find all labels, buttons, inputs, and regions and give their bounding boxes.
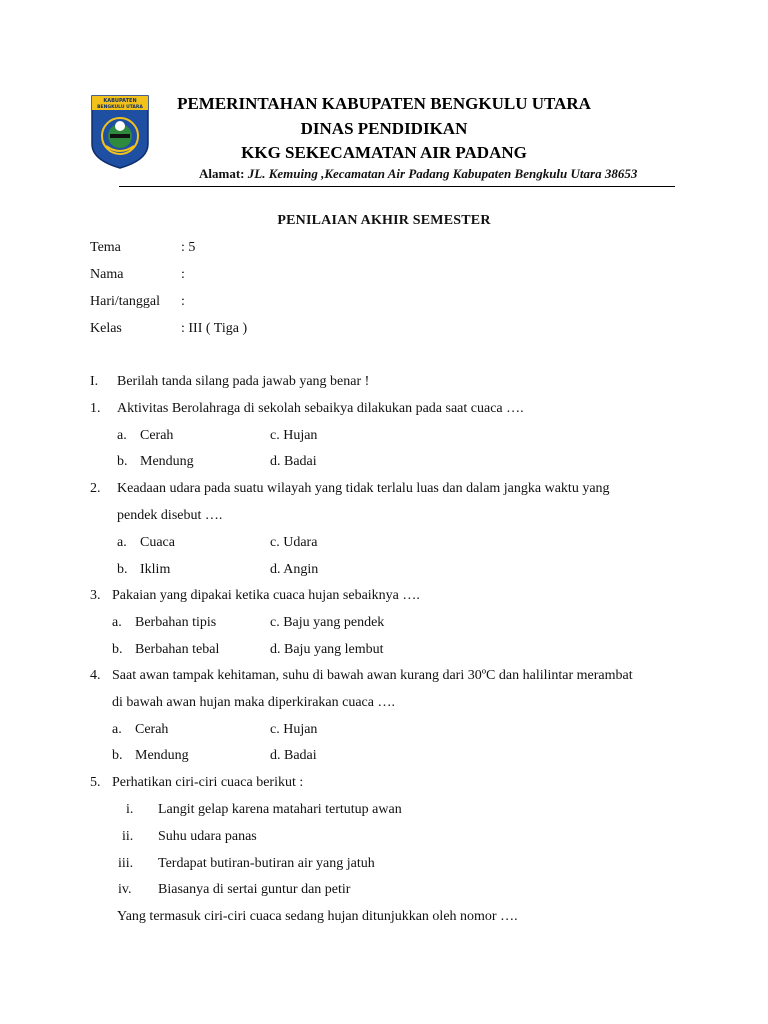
question-number: 2. (90, 481, 101, 496)
option-text: Mendung (135, 748, 189, 763)
option-text: Cerah (140, 428, 174, 443)
question-text-cont: di bawah awan hujan maka diperkirakan cuaca …. (112, 695, 395, 710)
option-letter: b. (112, 642, 123, 657)
option-letter: a. (112, 722, 122, 737)
question-number: 4. (90, 668, 101, 683)
section-number: I. (90, 374, 99, 389)
question-text: Saat awan tampak kehitaman, suhu di bawah awan kurang dari 30ºC dan halilintar merambat (112, 668, 633, 683)
option-letter: a. (117, 535, 127, 550)
question-text: Perhatikan ciri-ciri cuaca berikut : (112, 775, 304, 790)
letterhead-divider (119, 186, 675, 187)
question-text: Aktivitas Berolahraga di sekolah sebaikya dilakukan pada saat cuaca …. (117, 401, 524, 416)
question-number: 3. (90, 588, 101, 603)
identity-label: Tema (90, 240, 121, 255)
question-closing: Yang termasuk ciri-ciri cuaca sedang hujan ditunjukkan oleh nomor …. (117, 909, 518, 924)
roman-item-text: Terdapat butiran-butiran air yang jatuh (158, 856, 375, 871)
option-text: Berbahan tebal (135, 642, 220, 657)
option-right: c. Hujan (270, 722, 318, 737)
logo-text-top: KABUPATEN (103, 98, 137, 104)
identity-label: Kelas (90, 321, 122, 336)
option-right: d. Baju yang lembut (270, 642, 384, 657)
roman-item-text: Suhu udara panas (158, 829, 257, 844)
question-text: Keadaan udara pada suatu wilayah yang tidak terlalu luas dan dalam jangka waktu yang (117, 481, 610, 496)
question-text: Pakaian yang dipakai ketika cuaca hujan sebaiknya …. (112, 588, 420, 603)
identity-value: : (181, 294, 185, 309)
identity-value: : 5 (181, 240, 196, 255)
roman-item-text: Biasanya di sertai guntur dan petir (158, 882, 351, 897)
letterhead-department: DINAS PENDIDIKAN (300, 119, 468, 138)
identity-value: : (181, 267, 185, 282)
roman-item-text: Langit gelap karena matahari tertutup awan (158, 802, 402, 817)
identity-label: Hari/tanggal (90, 294, 160, 309)
question-number: 1. (90, 401, 101, 416)
question-text-cont: pendek disebut …. (117, 508, 223, 523)
roman-item-number: ii. (122, 829, 134, 844)
letterhead-kkg: KKG SEKECAMATAN AIR PADANG (241, 143, 527, 162)
logo-text-sub: BENGKULU UTARA (97, 105, 143, 110)
option-letter: b. (117, 562, 128, 577)
exam-title: PENILAIAN AKHIR SEMESTER (277, 213, 491, 228)
address-value: JL. Kemuing ,Kecamatan Air Padang Kabupaten Bengkulu Utara 38653 (247, 166, 638, 181)
option-letter: a. (112, 615, 122, 630)
option-letter: a. (117, 428, 127, 443)
section-instruction: Berilah tanda silang pada jawab yang benar ! (117, 374, 370, 389)
option-right: d. Angin (270, 562, 319, 577)
roman-item-number: i. (126, 802, 134, 817)
option-right: c. Udara (270, 535, 318, 550)
option-right: d. Badai (270, 748, 317, 763)
letterhead-address (199, 166, 637, 182)
letterhead-government: PEMERINTAHAN KABUPATEN BENGKULU UTARA (177, 94, 591, 113)
question-number: 5. (90, 775, 101, 790)
option-right: c. Hujan (270, 428, 318, 443)
option-right: c. Baju yang pendek (270, 615, 385, 630)
option-text: Berbahan tipis (135, 615, 217, 630)
identity-label: Nama (90, 267, 124, 282)
identity-value: : III ( Tiga ) (181, 321, 248, 336)
option-text: Mendung (140, 454, 194, 469)
roman-item-number: iii. (118, 856, 134, 871)
option-letter: b. (112, 748, 123, 763)
option-letter: b. (117, 454, 128, 469)
option-right: d. Badai (270, 454, 317, 469)
option-text: Cerah (135, 722, 169, 737)
option-text: Cuaca (140, 535, 175, 550)
roman-item-number: iv. (118, 882, 132, 897)
option-text: Iklim (140, 562, 171, 577)
address-label: Alamat: (199, 166, 245, 181)
